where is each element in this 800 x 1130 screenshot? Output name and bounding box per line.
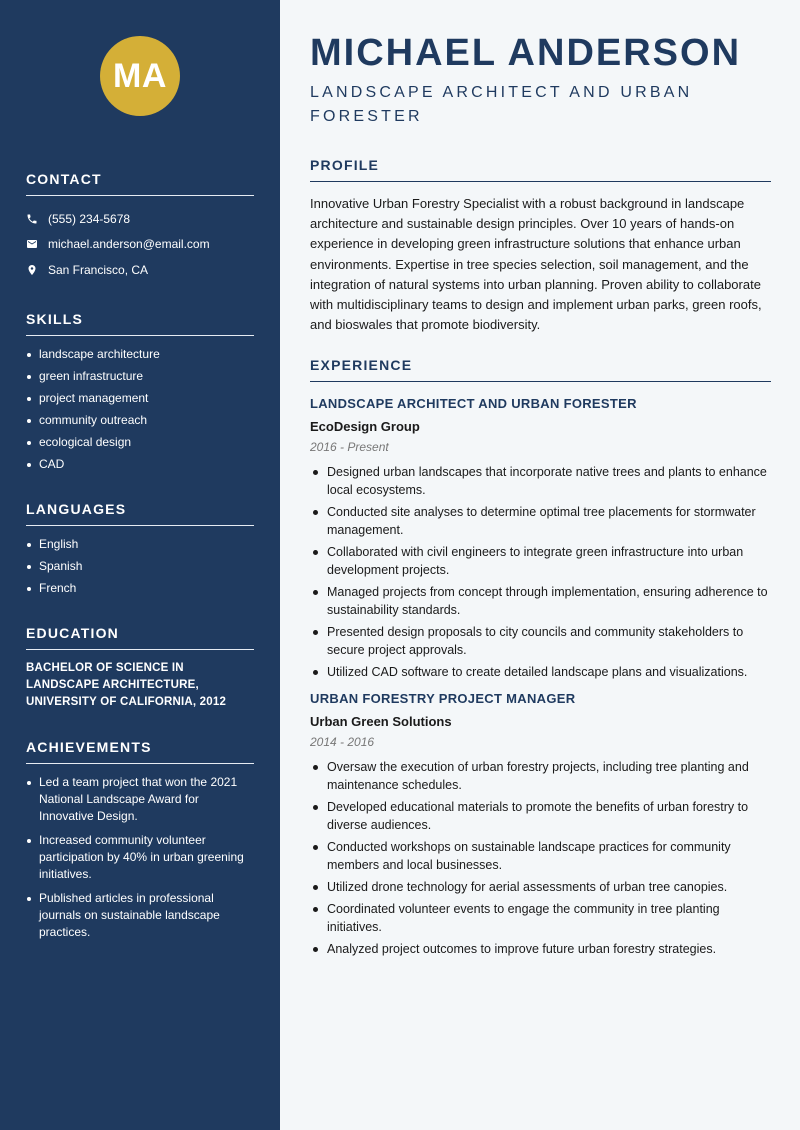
experience-section xyxy=(310,357,771,958)
skill-item: landscape architecture xyxy=(26,346,254,363)
language-item: Spanish xyxy=(26,558,254,575)
job-bullet: Managed projects from concept through implementation, ensuring adherence to sustainability standards. xyxy=(310,583,771,619)
contact-location xyxy=(26,257,254,283)
job-bullet: Conducted site analyses to determine optimal tree placements for stormwater management. xyxy=(310,503,771,539)
job-title: URBAN FORESTRY PROJECT MANAGER xyxy=(310,691,576,707)
job-bullet: Designed urban landscapes that incorporate native trees and plants to enhance local ecosystems. xyxy=(310,463,771,499)
skill-item: community outreach xyxy=(26,412,254,429)
job-bullet: Conducted workshops on sustainable landscape practices for community members and local businesses. xyxy=(310,838,771,874)
languages-heading: LANGUAGES xyxy=(26,501,254,526)
job-bullet: Utilized drone technology for aerial assessments of urban tree canopies. xyxy=(310,878,771,896)
skill-item: CAD xyxy=(26,456,254,473)
job-bullets xyxy=(310,463,771,681)
achievements-list xyxy=(26,774,254,941)
profile-section xyxy=(310,157,771,335)
job-bullet: Utilized CAD software to create detailed landscape plans and visualizations. xyxy=(310,663,771,681)
job-company: Urban Green Solutions xyxy=(310,714,452,730)
languages-list xyxy=(26,536,254,597)
email-icon xyxy=(26,238,38,250)
achievement-item: Increased community volunteer participation by 40% in urban greening initiatives. xyxy=(26,832,254,883)
skill-item: ecological design xyxy=(26,434,254,451)
job-bullet: Collaborated with civil engineers to integrate green infrastructure into urban development projects. xyxy=(310,543,771,579)
job-bullet: Analyzed project outcomes to improve future urban forestry strategies. xyxy=(310,940,771,958)
profile-text: Innovative Urban Forestry Specialist with a robust background in landscape architecture and sustainable design principles. Over 10 years of hands-on experience in developing green infrastructure solutions that enhance urban environments. Expertise in tree species selection, soil management, and the integration of natural systems into urban planning. Proven ability to collaborate with multidisciplinary teams to design and implement urban parks, green roofs, and bioswales that promote biodiversity. xyxy=(310,196,762,333)
job-bullets xyxy=(310,758,771,958)
job-dates: 2014 - 2016 xyxy=(310,735,375,750)
job-entry xyxy=(310,396,771,681)
achievement-item: Led a team project that won the 2021 National Landscape Award for Innovative Design. xyxy=(26,774,254,825)
job-entry xyxy=(310,691,771,958)
achievements-heading: ACHIEVEMENTS xyxy=(26,739,254,764)
avatar-initials: MA xyxy=(113,56,167,95)
languages-section xyxy=(26,501,254,597)
experience-heading: EXPERIENCE xyxy=(310,357,771,382)
achievements-section xyxy=(26,739,254,941)
education-degree: BACHELOR OF SCIENCE IN LANDSCAPE ARCHITECTURE, UNIVERSITY OF CALIFORNIA, 2012 xyxy=(26,661,227,708)
skills-heading: SKILLS xyxy=(26,311,254,336)
skills-list xyxy=(26,346,254,473)
profile-heading: PROFILE xyxy=(310,157,771,182)
job-bullet: Oversaw the execution of urban forestry projects, including tree planting and maintenance schedules. xyxy=(310,758,771,794)
contact-heading: CONTACT xyxy=(26,171,254,196)
main-content xyxy=(310,30,771,968)
candidate-name: MICHAEL ANDERSON xyxy=(310,32,742,74)
achievement-item: Published articles in professional journals on sustainable landscape practices. xyxy=(26,890,254,941)
email-text[interactable]: michael.anderson@email.com xyxy=(48,237,210,252)
sidebar xyxy=(0,0,280,1130)
contact-email xyxy=(26,232,254,258)
candidate-title: LANDSCAPE ARCHITECT AND URBAN FORESTER xyxy=(310,84,693,125)
skill-item: project management xyxy=(26,390,254,407)
location-text: San Francisco, CA xyxy=(48,262,149,277)
avatar xyxy=(100,36,180,116)
job-bullet: Developed educational materials to promote the benefits of urban forestry to diverse audiences. xyxy=(310,798,771,834)
education-section xyxy=(26,625,254,711)
job-dates: 2016 - Present xyxy=(310,440,389,455)
skill-item: green infrastructure xyxy=(26,368,254,385)
contact-phone xyxy=(26,206,254,232)
contact-section xyxy=(26,171,254,283)
job-bullet: Presented design proposals to city councils and community stakeholders to secure project approvals. xyxy=(310,623,771,659)
job-bullet: Coordinated volunteer events to engage the community in tree planting initiatives. xyxy=(310,900,771,936)
language-item: English xyxy=(26,536,254,553)
job-title: LANDSCAPE ARCHITECT AND URBAN FORESTER xyxy=(310,396,637,412)
location-pin-icon xyxy=(26,264,38,276)
phone-text: (555) 234-5678 xyxy=(48,211,131,226)
skills-section xyxy=(26,311,254,473)
phone-icon xyxy=(26,213,38,225)
education-heading: EDUCATION xyxy=(26,625,254,650)
job-company: EcoDesign Group xyxy=(310,419,420,435)
language-item: French xyxy=(26,580,254,597)
